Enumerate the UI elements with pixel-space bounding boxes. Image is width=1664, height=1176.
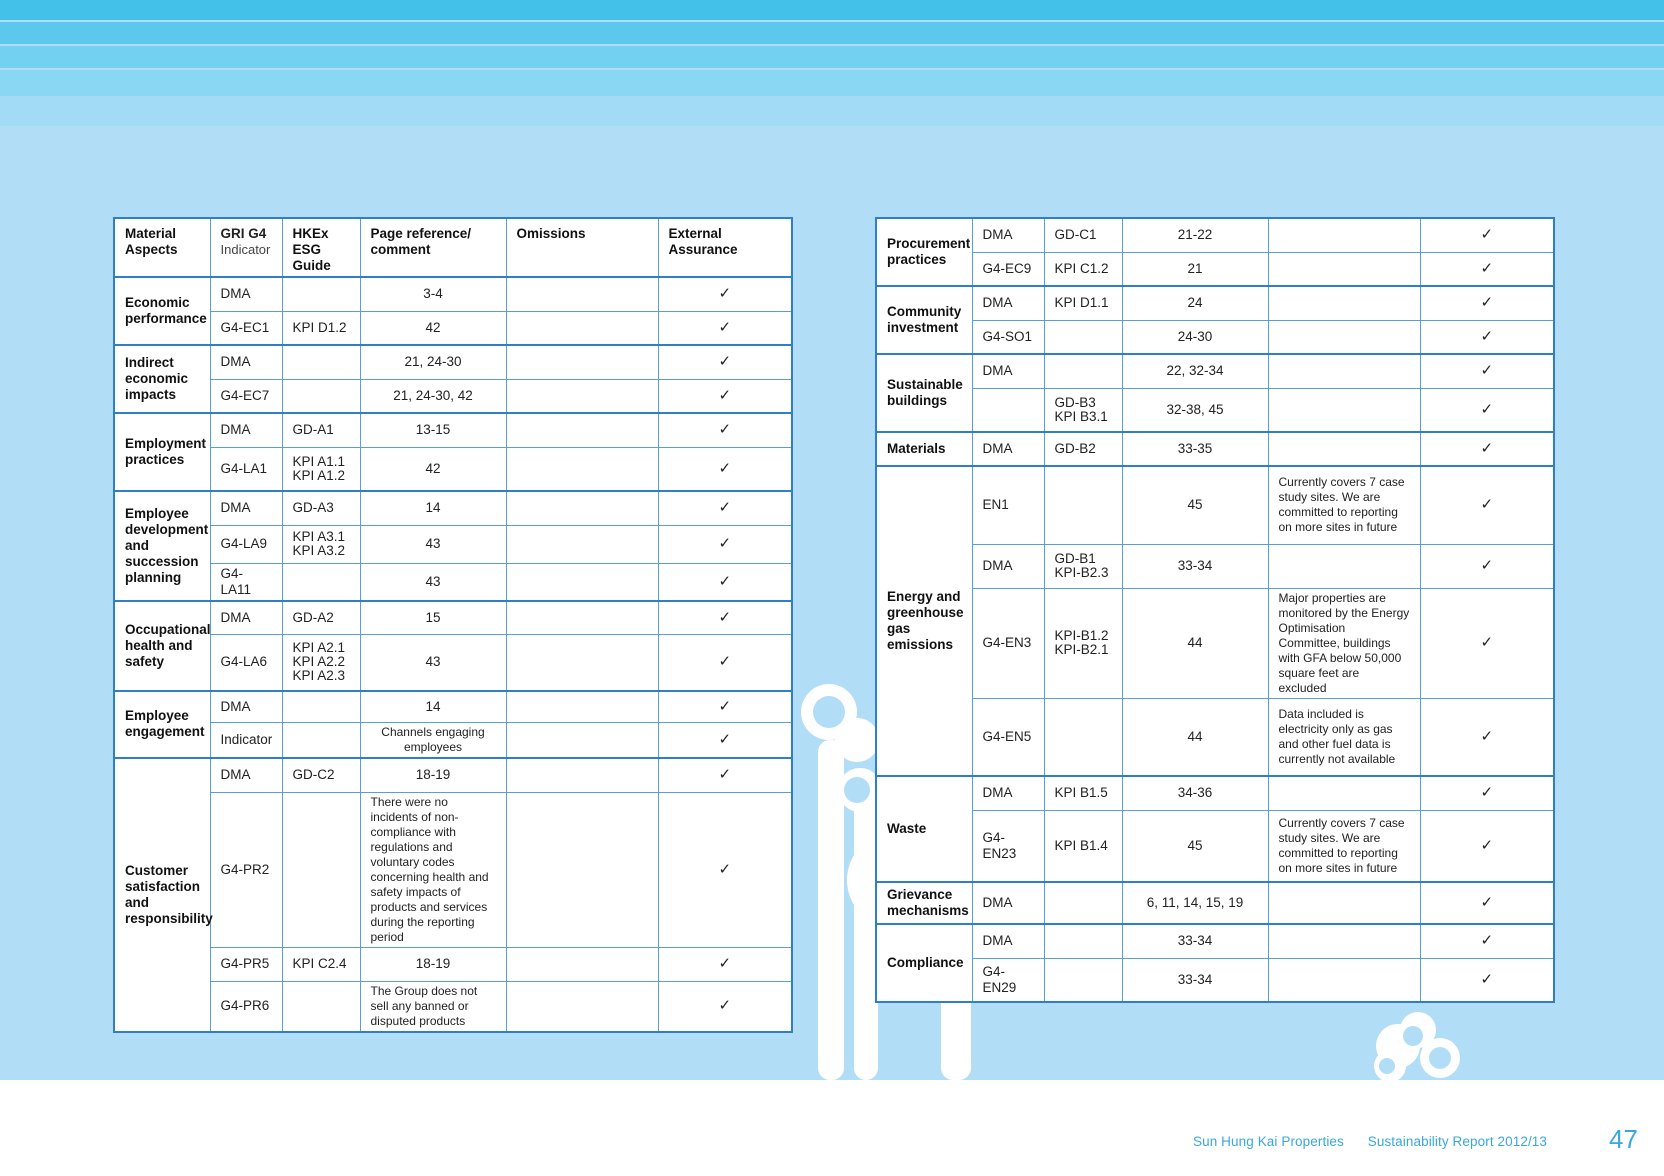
- assurance-cell: ✓: [1420, 958, 1554, 1002]
- hkex-guide-cell: [282, 792, 360, 947]
- page-reference-cell: The Group does not sell any banned or disputed products: [360, 981, 506, 1032]
- hkex-guide-cell: [1044, 320, 1122, 354]
- assurance-cell: ✓: [1420, 354, 1554, 388]
- omissions-cell: [1268, 924, 1420, 958]
- assurance-cell: ✓: [658, 981, 792, 1032]
- omissions-cell: [1268, 252, 1420, 286]
- page-reference-cell: 21-22: [1122, 218, 1268, 252]
- gri-indicator-cell: Indicator: [210, 723, 282, 759]
- table-row: [114, 413, 792, 447]
- gri-indicator-cell: DMA: [972, 354, 1044, 388]
- table-row: [876, 432, 1554, 466]
- assurance-cell: ✓: [658, 947, 792, 981]
- page-reference-cell: 45: [1122, 466, 1268, 544]
- assurance-cell: ✓: [1420, 776, 1554, 810]
- omissions-cell: [1268, 776, 1420, 810]
- material-aspect-cell: Waste: [876, 776, 972, 882]
- hkex-guide-cell: KPI A3.1 KPI A3.2: [282, 525, 360, 563]
- table-row: [876, 388, 1554, 432]
- header-gri-label: GRI G4: [220, 226, 267, 241]
- hkex-guide-cell: [1044, 958, 1122, 1002]
- assurance-cell: ✓: [1420, 252, 1554, 286]
- material-aspect-cell: Indirect economic impacts: [114, 345, 210, 413]
- omissions-cell: Data included is electricity only as gas and other fuel data is currently not available: [1268, 698, 1420, 776]
- table-row: [114, 723, 792, 759]
- header-gri-g4: [210, 218, 282, 277]
- page-reference-cell: 43: [360, 563, 506, 601]
- table-row: [876, 354, 1554, 388]
- gri-indicator-cell: DMA: [210, 345, 282, 379]
- table-row: [114, 491, 792, 525]
- material-aspect-cell: Procurement practices: [876, 218, 972, 286]
- assurance-cell: ✓: [1420, 218, 1554, 252]
- hkex-guide-cell: [1044, 924, 1122, 958]
- gri-indicator-cell: G4-EN3: [972, 588, 1044, 698]
- page-reference-cell: Channels engaging employees: [360, 723, 506, 759]
- table-row: [114, 563, 792, 601]
- omissions-cell: [506, 981, 658, 1032]
- table-row: [114, 379, 792, 413]
- hkex-guide-cell: GD-B1 KPI-B2.3: [1044, 544, 1122, 588]
- hkex-guide-cell: GD-A3: [282, 491, 360, 525]
- assurance-cell: ✓: [1420, 810, 1554, 882]
- omissions-cell: [506, 413, 658, 447]
- page-reference-cell: 32-38, 45: [1122, 388, 1268, 432]
- table-row: [876, 698, 1554, 776]
- hkex-guide-cell: [282, 345, 360, 379]
- omissions-cell: Major properties are monitored by the Energy Optimisation Committee, buildings with GFA below 50,000 square feet are excluded: [1268, 588, 1420, 698]
- hkex-guide-cell: KPI C1.2: [1044, 252, 1122, 286]
- assurance-cell: ✓: [658, 277, 792, 311]
- table-row: [876, 776, 1554, 810]
- page-reference-cell: 44: [1122, 588, 1268, 698]
- assurance-cell: ✓: [658, 311, 792, 345]
- page-reference-cell: 13-15: [360, 413, 506, 447]
- assurance-cell: ✓: [658, 691, 792, 723]
- omissions-cell: [506, 525, 658, 563]
- omissions-cell: [506, 345, 658, 379]
- material-aspect-cell: Community investment: [876, 286, 972, 354]
- assurance-cell: ✓: [1420, 544, 1554, 588]
- material-aspect-cell: Grievance mechanisms: [876, 882, 972, 924]
- material-aspect-cell: Employment practices: [114, 413, 210, 491]
- assurance-cell: ✓: [658, 758, 792, 792]
- assurance-cell: ✓: [1420, 388, 1554, 432]
- page-reference-cell: 18-19: [360, 758, 506, 792]
- gri-indicator-cell: G4-LA11: [210, 563, 282, 601]
- hkex-guide-cell: GD-C1: [1044, 218, 1122, 252]
- omissions-cell: Currently covers 7 case study sites. We are committed to reporting on more sites in future: [1268, 466, 1420, 544]
- table-header-row: [114, 218, 792, 277]
- hkex-guide-cell: [1044, 466, 1122, 544]
- hkex-guide-cell: GD-B3 KPI B3.1: [1044, 388, 1122, 432]
- footer-report: Sustainability Report 2012/13: [1367, 1134, 1548, 1149]
- page-reference-cell: 3-4: [360, 277, 506, 311]
- table-row: [114, 345, 792, 379]
- header-hkex: HKEx ESG Guide: [282, 218, 360, 277]
- footer-text: [1193, 1134, 1567, 1149]
- assurance-cell: ✓: [658, 525, 792, 563]
- material-aspect-cell: Employee engagement: [114, 691, 210, 759]
- omissions-cell: [506, 635, 658, 691]
- table-row: [114, 277, 792, 311]
- hkex-guide-cell: [1044, 354, 1122, 388]
- hkex-guide-cell: [282, 981, 360, 1032]
- table-row: [876, 466, 1554, 544]
- page-reference-cell: 43: [360, 525, 506, 563]
- page-reference-cell: 18-19: [360, 947, 506, 981]
- hkex-guide-cell: GD-B2: [1044, 432, 1122, 466]
- gri-indicator-cell: DMA: [972, 544, 1044, 588]
- page-reference-cell: 33-34: [1122, 958, 1268, 1002]
- table-row: [876, 544, 1554, 588]
- hkex-guide-cell: GD-C2: [282, 758, 360, 792]
- gri-indicator-cell: [972, 388, 1044, 432]
- hkex-guide-cell: [1044, 698, 1122, 776]
- hkex-guide-cell: KPI D1.1: [1044, 286, 1122, 320]
- material-aspect-cell: Compliance: [876, 924, 972, 1002]
- omissions-cell: [1268, 388, 1420, 432]
- page-reference-cell: 45: [1122, 810, 1268, 882]
- hkex-guide-cell: [282, 277, 360, 311]
- page-reference-cell: 33-34: [1122, 924, 1268, 958]
- assurance-cell: ✓: [1420, 320, 1554, 354]
- gri-indicator-cell: DMA: [210, 491, 282, 525]
- gri-indicator-cell: DMA: [972, 218, 1044, 252]
- gri-indicator-cell: DMA: [972, 286, 1044, 320]
- material-aspect-cell: Employee development and succession planning: [114, 491, 210, 601]
- omissions-cell: [506, 601, 658, 635]
- gri-indicator-cell: DMA: [210, 691, 282, 723]
- page-reference-cell: 33-35: [1122, 432, 1268, 466]
- page-reference-cell: 21: [1122, 252, 1268, 286]
- footer-band: [0, 1080, 1664, 1176]
- material-aspect-cell: Customer satisfaction and responsibility: [114, 758, 210, 1032]
- gri-indicator-cell: DMA: [210, 601, 282, 635]
- table-row: [114, 447, 792, 491]
- assurance-cell: ✓: [658, 491, 792, 525]
- omissions-cell: [506, 758, 658, 792]
- assurance-cell: ✓: [1420, 286, 1554, 320]
- assurance-cell: ✓: [658, 601, 792, 635]
- assurance-cell: ✓: [658, 379, 792, 413]
- page-reference-cell: 42: [360, 311, 506, 345]
- hkex-guide-cell: KPI D1.2: [282, 311, 360, 345]
- gri-indicator-cell: G4-EC9: [972, 252, 1044, 286]
- omissions-cell: [1268, 286, 1420, 320]
- omissions-cell: [506, 563, 658, 601]
- omissions-cell: [506, 792, 658, 947]
- gri-indicator-cell: G4-LA1: [210, 447, 282, 491]
- header-omissions: Omissions: [506, 218, 658, 277]
- gri-indicator-cell: DMA: [210, 758, 282, 792]
- assurance-cell: ✓: [658, 447, 792, 491]
- gri-indicator-cell: G4-EN23: [972, 810, 1044, 882]
- material-aspect-cell: Occupational health and safety: [114, 601, 210, 691]
- material-aspect-cell: Materials: [876, 432, 972, 466]
- omissions-cell: [1268, 958, 1420, 1002]
- gri-indicator-cell: G4-PR5: [210, 947, 282, 981]
- gri-indicator-cell: G4-EN5: [972, 698, 1044, 776]
- table-row: [876, 588, 1554, 698]
- assurance-cell: ✓: [658, 635, 792, 691]
- omissions-cell: [1268, 320, 1420, 354]
- page-reference-cell: 33-34: [1122, 544, 1268, 588]
- assurance-cell: ✓: [658, 792, 792, 947]
- page-reference-cell: 43: [360, 635, 506, 691]
- table-row: [876, 286, 1554, 320]
- page-reference-cell: 34-36: [1122, 776, 1268, 810]
- hkex-guide-cell: KPI C2.4: [282, 947, 360, 981]
- header-assurance: External Assurance: [658, 218, 792, 277]
- omissions-cell: [506, 491, 658, 525]
- gri-indicator-cell: G4-LA9: [210, 525, 282, 563]
- right-gri-table: [875, 217, 1555, 1003]
- footer-company: Sun Hung Kai Properties: [1193, 1134, 1344, 1149]
- omissions-cell: [506, 691, 658, 723]
- assurance-cell: ✓: [658, 563, 792, 601]
- material-aspect-cell: Energy and greenhouse gas emissions: [876, 466, 972, 776]
- table-row: [114, 792, 792, 947]
- table-row: [114, 311, 792, 345]
- gri-indicator-cell: G4-EC1: [210, 311, 282, 345]
- omissions-cell: [506, 311, 658, 345]
- page-reference-cell: 21, 24-30: [360, 345, 506, 379]
- table-row: [876, 218, 1554, 252]
- material-aspect-cell: Economic performance: [114, 277, 210, 345]
- page-reference-cell: 42: [360, 447, 506, 491]
- gri-indicator-cell: DMA: [972, 882, 1044, 924]
- omissions-cell: [506, 379, 658, 413]
- hkex-guide-cell: [282, 563, 360, 601]
- assurance-cell: ✓: [1420, 466, 1554, 544]
- assurance-cell: ✓: [658, 723, 792, 759]
- assurance-cell: ✓: [658, 345, 792, 379]
- gri-indicator-cell: G4-EC7: [210, 379, 282, 413]
- omissions-cell: [1268, 218, 1420, 252]
- gri-indicator-cell: G4-EN29: [972, 958, 1044, 1002]
- gri-indicator-cell: DMA: [972, 924, 1044, 958]
- hkex-guide-cell: [282, 379, 360, 413]
- page-reference-cell: 22, 32-34: [1122, 354, 1268, 388]
- assurance-cell: ✓: [1420, 924, 1554, 958]
- table-row: [114, 691, 792, 723]
- table-row: [114, 758, 792, 792]
- hkex-guide-cell: KPI-B1.2 KPI-B2.1: [1044, 588, 1122, 698]
- left-gri-table: [113, 217, 793, 1033]
- omissions-cell: [506, 277, 658, 311]
- gri-indicator-cell: G4-SO1: [972, 320, 1044, 354]
- omissions-cell: [1268, 354, 1420, 388]
- table-row: [876, 882, 1554, 924]
- omissions-cell: [506, 947, 658, 981]
- table-row: [876, 320, 1554, 354]
- table-row: [876, 924, 1554, 958]
- hkex-guide-cell: [282, 723, 360, 759]
- table-row: [114, 635, 792, 691]
- omissions-cell: Currently covers 7 case study sites. We are committed to reporting on more sites in future: [1268, 810, 1420, 882]
- hkex-guide-cell: [1044, 882, 1122, 924]
- header-page-ref: Page reference/ comment: [360, 218, 506, 277]
- gri-indicator-cell: DMA: [210, 277, 282, 311]
- assurance-cell: ✓: [658, 413, 792, 447]
- page-reference-cell: 44: [1122, 698, 1268, 776]
- gri-indicator-cell: G4-LA6: [210, 635, 282, 691]
- header-gri-sub: Indicator: [220, 242, 271, 257]
- page-reference-cell: 14: [360, 691, 506, 723]
- gri-indicator-cell: DMA: [972, 776, 1044, 810]
- table-row: [876, 958, 1554, 1002]
- page-reference-cell: 24: [1122, 286, 1268, 320]
- page-reference-cell: There were no incidents of non-compliance with regulations and voluntary codes concerning health and safety impacts of products and services during the reporting period: [360, 792, 506, 947]
- material-aspect-cell: Sustainable buildings: [876, 354, 972, 432]
- page-reference-cell: 6, 11, 14, 15, 19: [1122, 882, 1268, 924]
- hkex-guide-cell: GD-A2: [282, 601, 360, 635]
- omissions-cell: [1268, 882, 1420, 924]
- assurance-cell: ✓: [1420, 588, 1554, 698]
- table-row: [876, 810, 1554, 882]
- page-number: 47: [1609, 1124, 1638, 1154]
- page-reference-cell: 14: [360, 491, 506, 525]
- omissions-cell: [506, 723, 658, 759]
- table-row: [876, 252, 1554, 286]
- table-row: [114, 981, 792, 1032]
- assurance-cell: ✓: [1420, 882, 1554, 924]
- hkex-guide-cell: [282, 691, 360, 723]
- table-row: [114, 947, 792, 981]
- page-reference-cell: 21, 24-30, 42: [360, 379, 506, 413]
- gri-indicator-cell: DMA: [210, 413, 282, 447]
- table-row: [114, 601, 792, 635]
- header-material-aspects: Material Aspects: [114, 218, 210, 277]
- gri-indicator-cell: EN1: [972, 466, 1044, 544]
- gri-indicator-cell: G4-PR6: [210, 981, 282, 1032]
- gri-indicator-cell: G4-PR2: [210, 792, 282, 947]
- omissions-cell: [506, 447, 658, 491]
- hkex-guide-cell: KPI A2.1 KPI A2.2 KPI A2.3: [282, 635, 360, 691]
- hkex-guide-cell: GD-A1: [282, 413, 360, 447]
- table-row: [114, 525, 792, 563]
- hkex-guide-cell: KPI B1.5: [1044, 776, 1122, 810]
- omissions-cell: [1268, 544, 1420, 588]
- page-reference-cell: 24-30: [1122, 320, 1268, 354]
- page-reference-cell: 15: [360, 601, 506, 635]
- assurance-cell: ✓: [1420, 698, 1554, 776]
- omissions-cell: [1268, 432, 1420, 466]
- hkex-guide-cell: KPI B1.4: [1044, 810, 1122, 882]
- gri-indicator-cell: DMA: [972, 432, 1044, 466]
- hkex-guide-cell: KPI A1.1 KPI A1.2: [282, 447, 360, 491]
- assurance-cell: ✓: [1420, 432, 1554, 466]
